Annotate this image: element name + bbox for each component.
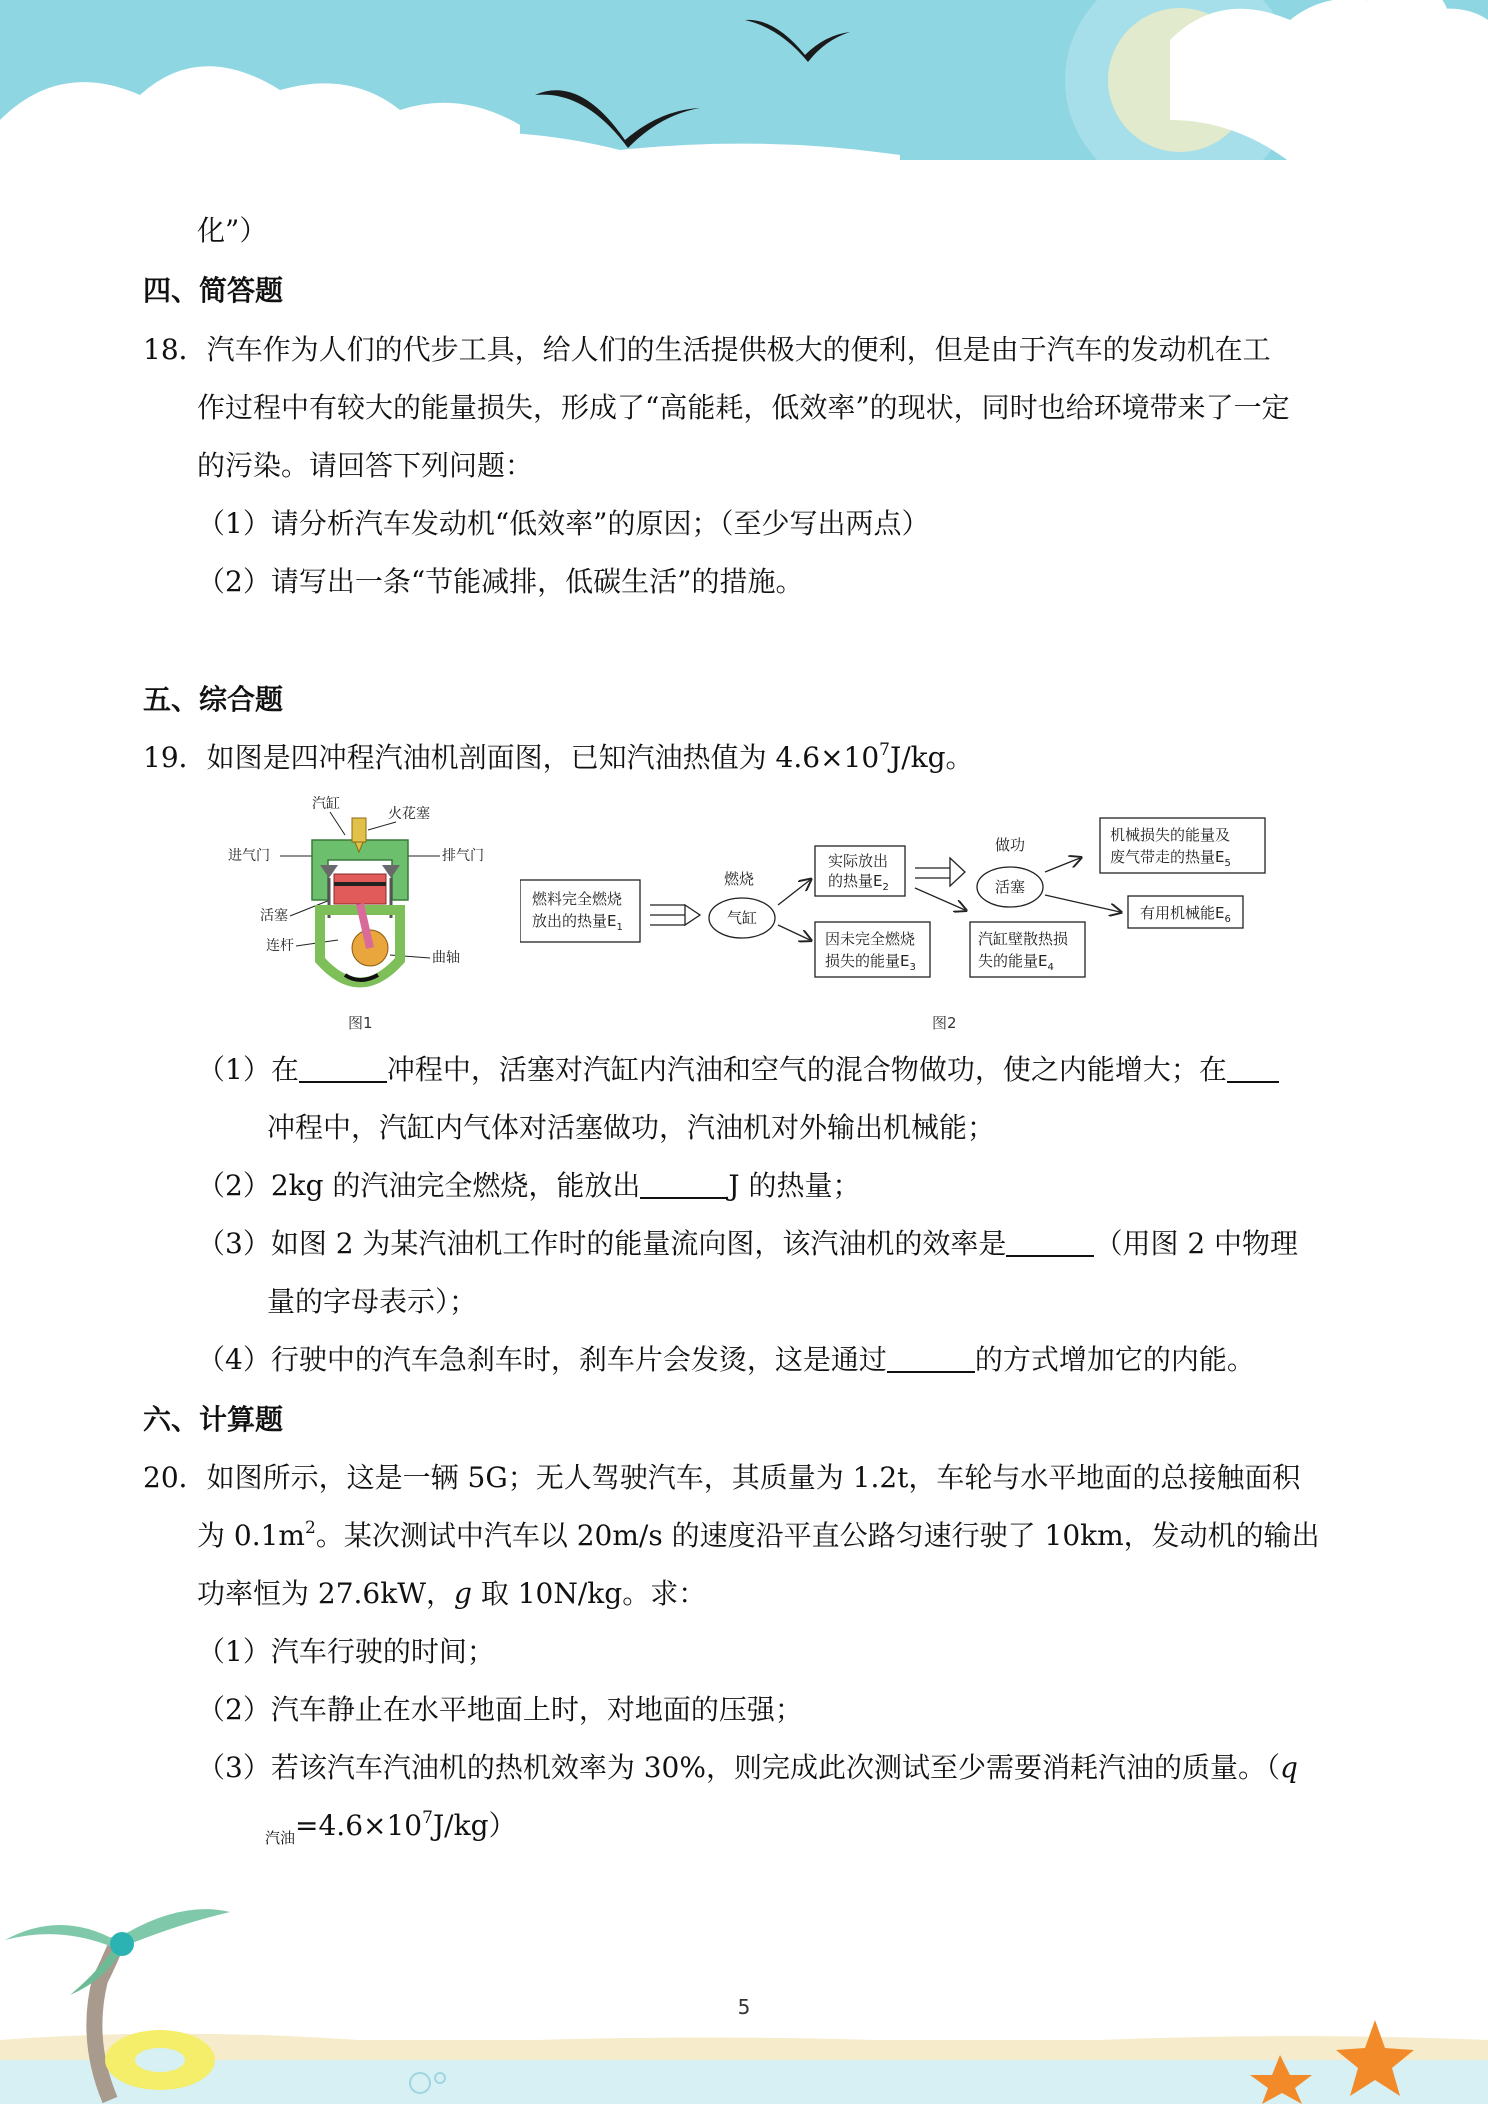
section-heading-short-answer: 四、简答题: [143, 274, 284, 307]
label-cylinder: 汽缸: [312, 796, 340, 812]
question-text: 取 10N/kg。求：: [471, 1577, 707, 1610]
exponent: 2: [304, 1518, 316, 1538]
question-text: 功率恒为 27.6kW，: [197, 1577, 454, 1610]
subscript-gasoline: 汽油: [265, 1829, 296, 1847]
sub-text: （用图 2 中物理: [1094, 1227, 1299, 1260]
question-20-line-3: [197, 1574, 706, 1614]
piston-oval-label: 活塞: [995, 878, 1026, 896]
question-number: 20．: [143, 1461, 207, 1494]
exponent: 7: [879, 740, 890, 760]
figure-1-engine-diagram: [220, 790, 490, 990]
question-19-sub-2: [197, 1166, 861, 1206]
header-decoration: [0, 0, 1488, 170]
question-18-sub-2: （2）请写出一条“节能减排，低碳生活”的措施。: [197, 565, 804, 598]
answer-blank[interactable]: [1227, 1051, 1279, 1083]
answer-blank[interactable]: [887, 1341, 975, 1373]
sub-text: =4.6×10: [295, 1809, 423, 1842]
sub-text: 的方式增加它的内能。: [974, 1343, 1255, 1376]
question-number: 19．: [143, 741, 207, 774]
box-incomplete-line-2: 损失的能量$E_3$: [825, 952, 916, 973]
question-text: 如图是四冲程汽油机剖面图，已知汽油热值为 4.6×10: [206, 741, 880, 774]
question-20-sub-3-line-1: [197, 1748, 1298, 1788]
box-wall-heat-line-2: 失的能量$E_4$: [978, 952, 1054, 973]
question-19-stem: [143, 738, 974, 778]
question-text: 。某次测试中汽车以 20m/s 的速度沿平直公路匀速行驶了 10km，发动机的输出: [315, 1519, 1320, 1552]
label-exhaust-valve: 排气门: [442, 848, 484, 864]
question-18-line-2: 作过程中有较大的能量损失，形成了“高能耗，低效率”的现状，同时也给环境带来了一定: [197, 391, 1290, 424]
box-mech-loss-line-1: 机械损失的能量及: [1110, 826, 1231, 844]
figure-2-energy-flow-diagram: [520, 800, 1270, 1000]
figure-2-caption: 图2: [932, 1014, 957, 1032]
cylinder-oval-label: 气缸: [727, 909, 758, 927]
swim-ring-icon: [105, 2030, 215, 2090]
sub-text: J 的热量；: [728, 1169, 861, 1202]
burn-label: 燃烧: [724, 870, 755, 888]
section-heading-comprehensive: 五、综合题: [143, 683, 284, 716]
question-19-sub-3-line-1: [197, 1224, 1298, 1264]
question-19-sub-1-line-1: [197, 1050, 1279, 1090]
question-number: 18．: [143, 333, 207, 366]
box-fuel-line-1: 燃料完全燃烧: [532, 890, 623, 908]
figure-1-caption: 图1: [348, 1014, 373, 1032]
unit-text: J/kg。: [890, 741, 974, 774]
sub-text: （1）在: [197, 1053, 299, 1086]
box-useful-energy-text: 有用机械能$E_6$: [1140, 904, 1231, 925]
section-heading-calculation: 六、计算题: [143, 1403, 284, 1436]
continuation-text: 化”）: [197, 214, 268, 247]
question-18-sub-1: （1）请分析汽车发动机“低效率”的原因；（至少写出两点）: [197, 507, 930, 540]
question-text: 汽车作为人们的代步工具，给人们的生活提供极大的便利，但是由于汽车的发动机在工: [206, 333, 1271, 366]
figure-area: [220, 790, 1270, 1035]
page-number: 5: [737, 1995, 751, 2019]
symbol-g: g: [454, 1577, 472, 1610]
label-piston: 活塞: [260, 908, 288, 924]
question-19-sub-1-line-2: 冲程中，汽缸内气体对活塞做功，汽油机对外输出机械能；: [267, 1111, 996, 1144]
question-19-sub-3-line-2: 量的字母表示）；: [267, 1285, 478, 1318]
box-actual-line-2: 的热量$E_2$: [828, 872, 889, 893]
box-fuel-line-2: 放出的热量$E_1$: [532, 912, 623, 933]
label-spark-plug: 火花塞: [388, 806, 430, 822]
question-18-line-3: 的污染。请回答下列问题：: [197, 449, 534, 482]
exponent: 7: [422, 1808, 433, 1828]
question-19-sub-4: [197, 1340, 1255, 1380]
question-18-line-1: [143, 330, 1271, 370]
label-intake-valve: 进气门: [228, 848, 270, 864]
question-20-line-2: [197, 1516, 1320, 1556]
sub-text: （2）2kg 的汽油完全燃烧，能放出: [197, 1169, 641, 1202]
sub-text: 冲程中，活塞对汽缸内汽油和空气的混合物做功，使之内能增大；在: [386, 1053, 1227, 1086]
label-crankshaft: 曲轴: [432, 950, 460, 966]
box-incomplete-line-1: 因未完全燃烧: [825, 930, 916, 948]
sub-text: （3）若该汽车汽油机的热机效率为 30%，则完成此次测试至少需要消耗汽油的质量。（: [197, 1751, 1280, 1784]
question-20-sub-1: （1）汽车行驶的时间；: [197, 1635, 495, 1668]
box-wall-heat-line-1: 汽缸壁散热损: [978, 930, 1069, 948]
sub-text: （3）如图 2 为某汽油机工作时的能量流向图，该汽油机的效率是: [197, 1227, 1007, 1260]
question-20-sub-2: （2）汽车静止在水平地面上时，对地面的压强；: [197, 1693, 803, 1726]
answer-blank[interactable]: [299, 1051, 387, 1083]
symbol-q: q: [1279, 1751, 1298, 1784]
work-label: 做功: [995, 836, 1026, 854]
question-text: 如图所示，这是一辆 5G；无人驾驶汽车，其质量为 1.2t，车轮与水平地面的总接触面积: [206, 1461, 1301, 1494]
answer-blank[interactable]: [640, 1167, 728, 1199]
question-20-sub-3-line-2: [265, 1806, 517, 1858]
box-actual-line-1: 实际放出: [828, 852, 889, 870]
question-text: 为 0.1m: [197, 1519, 305, 1552]
sub-text: （4）行驶中的汽车急刹车时，刹车片会发烫，这是通过: [197, 1343, 887, 1376]
answer-blank[interactable]: [1006, 1225, 1094, 1257]
sub-text: J/kg）: [432, 1809, 517, 1842]
question-20-line-1: [143, 1458, 1300, 1498]
label-connecting-rod: 连杆: [266, 938, 294, 954]
box-mech-loss-line-2: 废气带走的热量$E_5$: [1110, 848, 1231, 869]
